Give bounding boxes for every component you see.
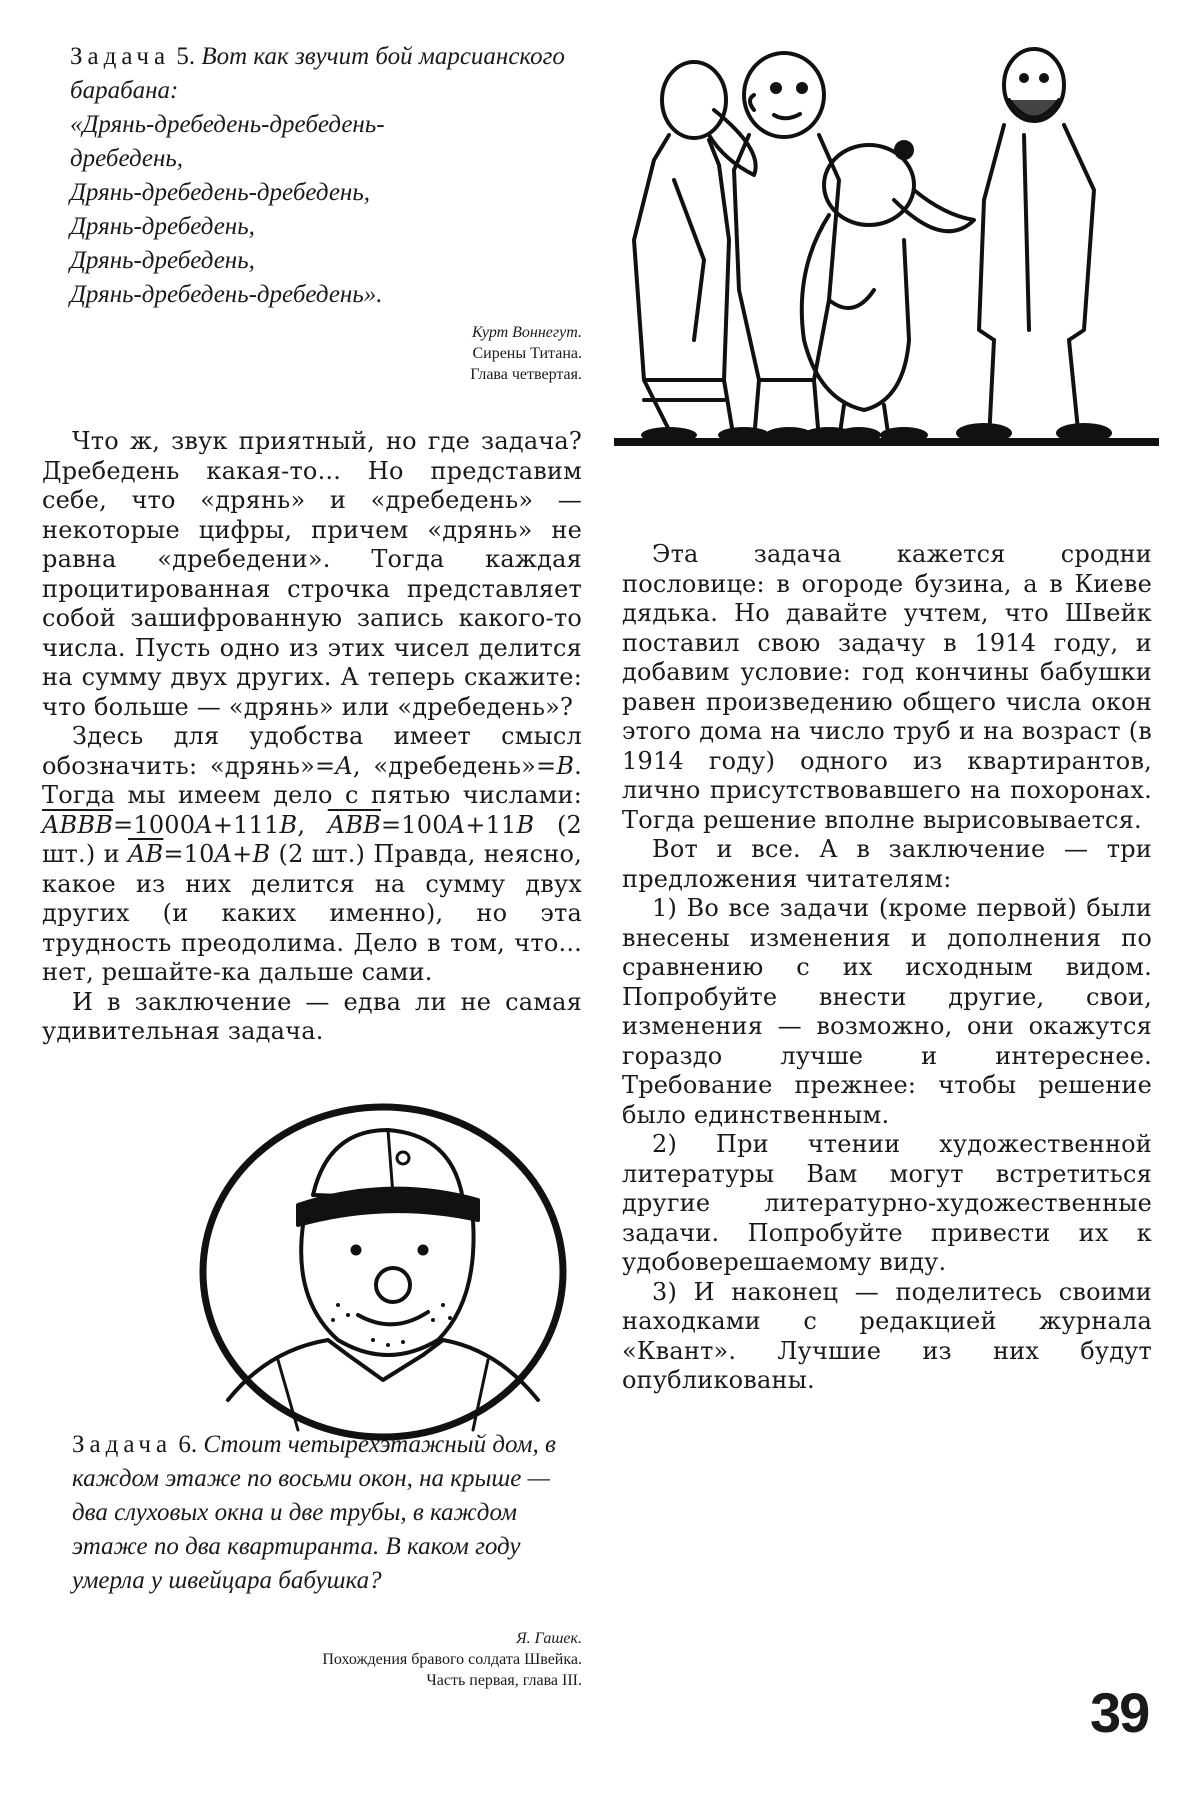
poem-line: Дрянь-дребедень-дребедень». [70,281,383,308]
left-column [42,40,582,1047]
text-span: Здесь для удобства имеет смысл обозначить: «дрянь»= [42,722,582,780]
text-span: , [297,810,328,839]
poem-line: дребедень, [70,145,184,172]
math-expr: ABBB [42,810,114,839]
task5-block [42,40,582,312]
cite-chapter: Глава четвертая. [470,366,582,383]
right-paragraph-4: 2) При чтении художественной литературы Вам могут встретиться другие литературно-художественные задачи. Попробуйте привести их к удобоверешаемому виду. [622,1130,1152,1276]
math-var: A [214,840,233,868]
poem-line: «Дрянь-дребедень-дребедень- [70,111,385,138]
task6-block [72,1428,582,1598]
task6-text: Стоит четырехэтажный дом, в каждом этаже по восьми окон, на крыше — два слуховых окна и две трубы, в каждом этаже по два квартиранта. В каком году умерла у швейцара бабушка? [72,1431,556,1594]
text-span: =10 [163,840,215,868]
text-span: +111 [212,810,280,839]
task5-label: Задача [70,43,171,70]
math-expr: $\overline{ABB}$ [327,810,381,839]
page-number: 39 [1090,1681,1149,1744]
cite-author: Я. Гашек. [516,1630,582,1647]
math-var: B [516,810,535,839]
left-paragraph-1: Что ж, звук приятный, но где задача? Дребедень какая-то... Но представим себе, что «дрянь» и «дребедень» — некоторые цифры, причем «дрянь» не равна «дребедени». Тогда каждая процитированная строчка представляет собой зашифрованную запись какого-то числа. Пусть одно из этих чисел делится на сумму двух других. А теперь скажите: что больше — «дрянь» или «дребедень»? [42,427,582,721]
caricature-group-illustration [614,40,1159,480]
math-var: B [279,810,298,839]
left-paragraph-3: И в заключение — едва ли не самая удивительная задача. [42,987,582,1045]
poem-line: Дрянь-дребедень, [70,213,255,240]
cite-work: Похождения бравого солдата Швейка. [322,1651,582,1668]
cite-work: Сирены Титана. [472,345,582,362]
right-paragraph-3: 1) Во все задачи (кроме первой) были внесены изменения и дополнения по сравнению с их исходным видом. Попробуйте внести другие, свои, изменения — возможно, они окажутся гораздо лучше и интереснее. Требование прежнее: чтобы решение было единственным. [622,894,1152,1129]
text-span: +11 [465,810,517,839]
math-var: A [195,810,213,839]
task5-citation [42,322,582,385]
task5-intro: Вот как звучит бой марсианского барабана: [70,43,565,104]
right-paragraph-1: Эта задача кажется сродни пословице: в огороде бузина, а в Киеве дядька. Но давайте учтем, что Швейк поставил свою задачу в 1914 году, и добавим условие: год кончины бабушки равен произведению общего числа окон этого дома на число труб и на возраст (в 1914 году) одного из квартирантов, лично присутствовавшего на похоронах. Тогда решение вполне вырисовывается. [622,540,1152,834]
text-span: + [232,840,253,868]
text-span: (2 шт.) и [42,810,582,868]
text-span: =1000 [113,810,196,839]
math-expr: $\overline{AB}$ [127,840,164,868]
cite-author: Курт Воннегут. [471,324,582,341]
poem-line: Дрянь-дребедень-дребедень, [70,179,370,206]
task6-number: 6. [178,1431,198,1458]
math-var: A [335,751,353,780]
right-paragraph-5: 3) И наконец — поделитесь своими находками с редакцией журнала «Квант». Лучшие из них будут опубликованы. [622,1277,1152,1394]
text-span: , «дребедень»= [352,751,557,780]
math-var: B [252,840,271,868]
cite-chapter: Часть первая, глава III. [426,1672,582,1689]
right-paragraph-2: Вот и все. А в заключение — три предложения читателям: [622,835,1152,893]
text-span: =100 [381,810,448,839]
task6-label: Задача [72,1431,173,1458]
text-span: (2 шт.) Правда, неясно, какое из них делится на сумму двух других (и каких именно), но эта трудность преодолима. Дело в том, что... нет, решайте-ка дальше сами. [42,840,582,986]
task5-number: 5. [176,43,196,70]
text-span: . Тогда мы имеем дело с пятью числами: [42,751,583,809]
task6-citation [72,1628,582,1691]
math-var: A [447,810,466,839]
right-column [622,540,1152,1396]
left-paragraph-2 [42,722,582,988]
svejk-portrait-illustration [188,1100,578,1445]
math-var: B [556,751,575,780]
poem-line: Дрянь-дребедень, [70,247,255,274]
